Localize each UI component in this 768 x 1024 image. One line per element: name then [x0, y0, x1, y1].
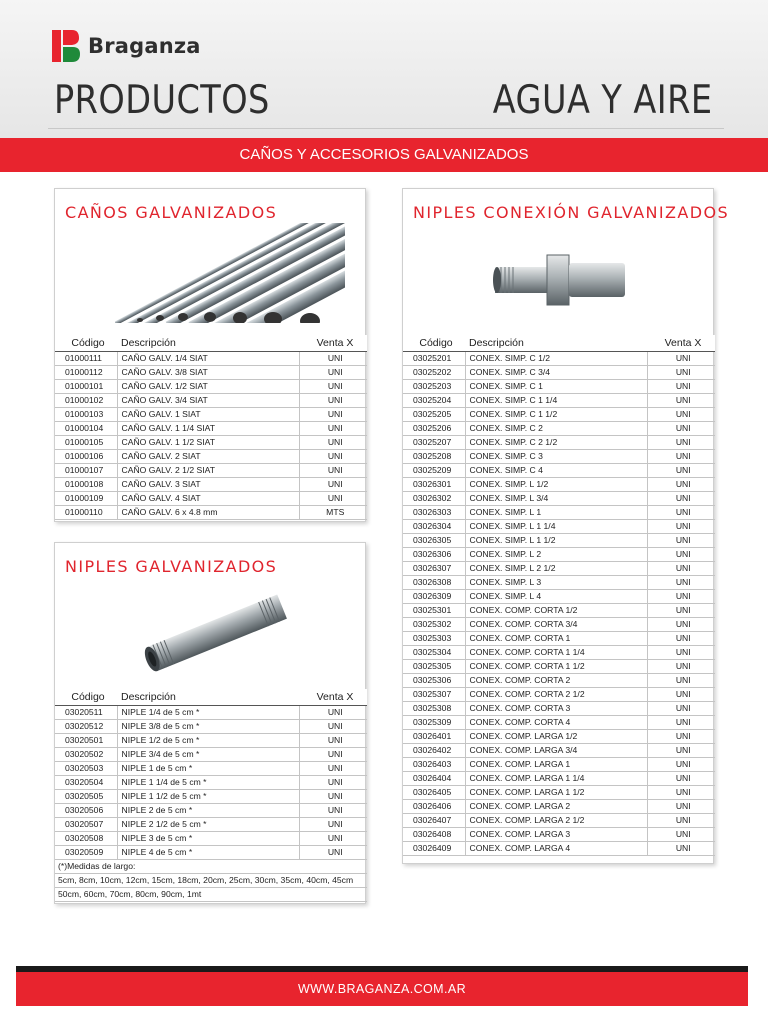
niples-title: NIPLES GALVANIZADOS — [65, 557, 278, 576]
product-description: CONEX. COMP. CORTA 1/2 — [465, 603, 647, 617]
table-row — [403, 743, 715, 757]
sale-unit: UNI — [647, 575, 715, 589]
table-row — [55, 463, 367, 477]
product-code: 03025207 — [403, 435, 465, 449]
product-description: CAÑO GALV. 2 1/2 SIAT — [117, 463, 299, 477]
sale-unit: UNI — [647, 365, 715, 379]
column-header-description: Descripción — [465, 335, 647, 351]
table-row — [403, 631, 715, 645]
product-code: 01000106 — [55, 449, 117, 463]
table-row — [55, 407, 367, 421]
product-code: 03026406 — [403, 799, 465, 813]
table-row — [55, 747, 367, 761]
product-description: CONEX. SIMP. L 3 — [465, 575, 647, 589]
table-row — [403, 589, 715, 603]
product-description: NIPLE 3/4 de 5 cm * — [117, 747, 299, 761]
sale-unit: UNI — [647, 435, 715, 449]
sale-unit: UNI — [299, 831, 367, 845]
product-description: CONEX. COMP. LARGA 1 1/4 — [465, 771, 647, 785]
product-code: 03025209 — [403, 463, 465, 477]
sale-unit: UNI — [299, 775, 367, 789]
table-row — [55, 789, 367, 803]
footer — [16, 972, 748, 1006]
product-description: NIPLE 1 1/2 de 5 cm * — [117, 789, 299, 803]
product-code: 03026307 — [403, 561, 465, 575]
product-code: 01000101 — [55, 379, 117, 393]
note-row — [55, 873, 367, 887]
table-row — [403, 421, 715, 435]
product-code: 03026301 — [403, 477, 465, 491]
table-row — [55, 817, 367, 831]
product-code: 03025203 — [403, 379, 465, 393]
table-row — [403, 547, 715, 561]
sale-unit: UNI — [299, 421, 367, 435]
header-divider — [48, 128, 724, 129]
conexion-table — [403, 335, 715, 856]
table-row — [55, 705, 367, 719]
product-description: CONEX. COMP. CORTA 2 — [465, 673, 647, 687]
product-code: 03026404 — [403, 771, 465, 785]
product-code: 03025301 — [403, 603, 465, 617]
table-row — [55, 365, 367, 379]
product-description: CAÑO GALV. 2 SIAT — [117, 449, 299, 463]
table-row — [403, 659, 715, 673]
sale-unit: UNI — [299, 817, 367, 831]
sale-unit: UNI — [647, 659, 715, 673]
sale-unit: UNI — [647, 393, 715, 407]
product-description: CAÑO GALV. 1 SIAT — [117, 407, 299, 421]
sale-unit: UNI — [647, 603, 715, 617]
product-description: CONEX. COMP. LARGA 2 — [465, 799, 647, 813]
product-description: CONEX. SIMP. C 2 — [465, 421, 647, 435]
table-row — [55, 719, 367, 733]
page-category: AGUA Y AIRE — [492, 78, 712, 123]
sale-unit: UNI — [647, 645, 715, 659]
product-description: CONEX. SIMP. C 1 1/4 — [465, 393, 647, 407]
product-description: NIPLE 2 1/2 de 5 cm * — [117, 817, 299, 831]
product-description: CONEX. SIMP. C 3 — [465, 449, 647, 463]
product-code: 03025206 — [403, 421, 465, 435]
product-code: 03020505 — [55, 789, 117, 803]
sale-unit: UNI — [647, 519, 715, 533]
table-row — [55, 421, 367, 435]
product-description: CONEX. COMP. LARGA 4 — [465, 841, 647, 855]
product-code: 03020507 — [55, 817, 117, 831]
product-code: 03025201 — [403, 351, 465, 365]
column-header-description: Descripción — [117, 335, 299, 351]
product-description: NIPLE 1/2 de 5 cm * — [117, 733, 299, 747]
sale-unit: UNI — [299, 705, 367, 719]
sale-unit: UNI — [647, 463, 715, 477]
product-code: 03020511 — [55, 705, 117, 719]
product-description: CAÑO GALV. 3/4 SIAT — [117, 393, 299, 407]
sale-unit: UNI — [647, 477, 715, 491]
product-description: CONEX. SIMP. L 1 1/4 — [465, 519, 647, 533]
product-code: 03026308 — [403, 575, 465, 589]
website-link[interactable]: WWW.BRAGANZA.COM.AR — [297, 982, 466, 996]
sale-unit: UNI — [647, 379, 715, 393]
sale-unit: UNI — [647, 491, 715, 505]
product-code: 01000110 — [55, 505, 117, 519]
product-code: 01000102 — [55, 393, 117, 407]
product-description: NIPLE 1 de 5 cm * — [117, 761, 299, 775]
product-code: 03026407 — [403, 813, 465, 827]
product-description: NIPLE 3 de 5 cm * — [117, 831, 299, 845]
table-row — [55, 435, 367, 449]
table-row — [403, 519, 715, 533]
table-row — [55, 845, 367, 859]
sale-unit: UNI — [647, 421, 715, 435]
length-note: 5cm, 8cm, 10cm, 12cm, 15cm, 18cm, 20cm, 25cm, 30cm, 35cm, 40cm, 45cm — [55, 873, 367, 887]
product-code: 03025204 — [403, 393, 465, 407]
product-code: 03026304 — [403, 519, 465, 533]
galvanized-nipple-image — [129, 583, 299, 688]
product-description: CONEX. COMP. CORTA 1 — [465, 631, 647, 645]
column-header-code: Código — [403, 335, 465, 351]
table-row — [403, 841, 715, 855]
product-description: NIPLE 4 de 5 cm * — [117, 845, 299, 859]
sale-unit: UNI — [299, 733, 367, 747]
table-row — [55, 477, 367, 491]
sale-unit: UNI — [647, 743, 715, 757]
product-code: 03026405 — [403, 785, 465, 799]
product-description: CONEX. COMP. LARGA 1/2 — [465, 729, 647, 743]
product-code: 03026306 — [403, 547, 465, 561]
product-code: 01000112 — [55, 365, 117, 379]
table-row — [403, 603, 715, 617]
product-description: CONEX. COMP. CORTA 3/4 — [465, 617, 647, 631]
sale-unit: UNI — [647, 813, 715, 827]
product-description: NIPLE 3/8 de 5 cm * — [117, 719, 299, 733]
product-code: 03020501 — [55, 733, 117, 747]
sale-unit: UNI — [299, 803, 367, 817]
table-row — [403, 575, 715, 589]
table-row — [55, 505, 367, 519]
braganza-logo-icon — [52, 30, 80, 62]
sale-unit: UNI — [299, 393, 367, 407]
table-row — [55, 379, 367, 393]
product-description: CONEX. SIMP. L 1 — [465, 505, 647, 519]
column-header-unit: Venta X — [299, 335, 367, 351]
sale-unit: UNI — [647, 673, 715, 687]
product-code: 03025309 — [403, 715, 465, 729]
table-row — [403, 771, 715, 785]
table-row — [55, 449, 367, 463]
product-description: CONEX. SIMP. L 4 — [465, 589, 647, 603]
product-code: 03025208 — [403, 449, 465, 463]
table-row — [55, 733, 367, 747]
table-row — [55, 491, 367, 505]
product-code: 03026305 — [403, 533, 465, 547]
product-code: 03026408 — [403, 827, 465, 841]
product-description: CONEX. COMP. CORTA 1 1/4 — [465, 645, 647, 659]
product-code: 03025303 — [403, 631, 465, 645]
table-row — [55, 351, 367, 365]
table-row — [403, 379, 715, 393]
sale-unit: UNI — [299, 379, 367, 393]
product-code: 01000108 — [55, 477, 117, 491]
section-banner: CAÑOS Y ACCESORIOS GALVANIZADOS — [0, 138, 768, 172]
table-row — [403, 365, 715, 379]
conexion-panel — [402, 188, 730, 864]
sale-unit: UNI — [647, 351, 715, 365]
product-description: CONEX. COMP. CORTA 4 — [465, 715, 647, 729]
product-code: 03026302 — [403, 491, 465, 505]
sale-unit: UNI — [647, 449, 715, 463]
table-row — [403, 393, 715, 407]
product-description: CONEX. SIMP. L 1 1/2 — [465, 533, 647, 547]
product-description: CONEX. COMP. CORTA 1 1/2 — [465, 659, 647, 673]
product-description: CAÑO GALV. 1/2 SIAT — [117, 379, 299, 393]
product-description: CONEX. SIMP. L 2 1/2 — [465, 561, 647, 575]
sale-unit: UNI — [647, 799, 715, 813]
product-description: CONEX. SIMP. C 4 — [465, 463, 647, 477]
product-code: 03025202 — [403, 365, 465, 379]
sale-unit: UNI — [647, 617, 715, 631]
sale-unit: UNI — [647, 841, 715, 855]
product-description: CONEX. SIMP. C 1 — [465, 379, 647, 393]
column-header-unit: Venta X — [299, 689, 367, 705]
product-code: 03020508 — [55, 831, 117, 845]
union-fitting-image — [491, 245, 631, 320]
product-code: 03025307 — [403, 687, 465, 701]
sale-unit: UNI — [299, 477, 367, 491]
sale-unit: UNI — [299, 435, 367, 449]
product-code: 01000107 — [55, 463, 117, 477]
sale-unit: UNI — [299, 365, 367, 379]
column-header-code: Código — [55, 335, 117, 351]
table-row — [403, 477, 715, 491]
table-row — [403, 407, 715, 421]
product-code: 01000109 — [55, 491, 117, 505]
sale-unit: UNI — [647, 631, 715, 645]
table-row — [403, 813, 715, 827]
product-description: NIPLE 2 de 5 cm * — [117, 803, 299, 817]
product-code: 01000105 — [55, 435, 117, 449]
length-note: 50cm, 60cm, 70cm, 80cm, 90cm, 1mt — [55, 887, 367, 901]
galvanized-pipes-image — [115, 223, 345, 328]
product-description: NIPLE 1 1/4 de 5 cm * — [117, 775, 299, 789]
sale-unit: UNI — [647, 547, 715, 561]
table-row — [403, 827, 715, 841]
product-code: 03020503 — [55, 761, 117, 775]
product-description: CAÑO GALV. 4 SIAT — [117, 491, 299, 505]
sale-unit: UNI — [647, 757, 715, 771]
product-code: 03025308 — [403, 701, 465, 715]
sale-unit: UNI — [299, 491, 367, 505]
sale-unit: UNI — [647, 785, 715, 799]
table-row — [403, 715, 715, 729]
canos-table — [55, 335, 367, 520]
niples-table — [55, 689, 367, 902]
sale-unit: UNI — [647, 729, 715, 743]
sale-unit: UNI — [647, 771, 715, 785]
canos-table-body — [55, 351, 367, 519]
table-row — [403, 701, 715, 715]
sale-unit: UNI — [299, 789, 367, 803]
note-row — [55, 887, 367, 901]
note-row — [55, 859, 367, 873]
sale-unit: UNI — [299, 351, 367, 365]
product-code: 03026303 — [403, 505, 465, 519]
sale-unit: UNI — [299, 845, 367, 859]
product-code: 03025305 — [403, 659, 465, 673]
product-description: CAÑO GALV. 1 1/4 SIAT — [117, 421, 299, 435]
product-description: CONEX. COMP. LARGA 2 1/2 — [465, 813, 647, 827]
sale-unit: UNI — [647, 687, 715, 701]
column-header-description: Descripción — [117, 689, 299, 705]
niples-panel — [54, 542, 366, 904]
product-code: 01000104 — [55, 421, 117, 435]
table-row — [403, 435, 715, 449]
product-code: 03025306 — [403, 673, 465, 687]
table-row — [55, 831, 367, 845]
product-code: 03026403 — [403, 757, 465, 771]
product-code: 01000111 — [55, 351, 117, 365]
sale-unit: UNI — [647, 589, 715, 603]
product-code: 03025302 — [403, 617, 465, 631]
product-code: 03020506 — [55, 803, 117, 817]
table-row — [403, 449, 715, 463]
product-code: 03020502 — [55, 747, 117, 761]
product-description: CAÑO GALV. 3 SIAT — [117, 477, 299, 491]
table-row — [55, 761, 367, 775]
product-code: 03020509 — [55, 845, 117, 859]
product-description: CONEX. COMP. LARGA 3/4 — [465, 743, 647, 757]
sale-unit: UNI — [299, 407, 367, 421]
brand-name: Braganza — [88, 34, 201, 58]
conexion-table-body — [403, 351, 715, 855]
table-row — [403, 785, 715, 799]
niples-table-body — [55, 705, 367, 901]
product-description: CONEX. SIMP. L 3/4 — [465, 491, 647, 505]
sale-unit: UNI — [647, 561, 715, 575]
table-row — [55, 775, 367, 789]
product-description: CONEX. COMP. CORTA 3 — [465, 701, 647, 715]
product-description: CONEX. SIMP. L 1/2 — [465, 477, 647, 491]
page-title: PRODUCTOS — [54, 78, 270, 123]
length-note: (*)Medidas de largo: — [55, 859, 367, 873]
product-code: 03026309 — [403, 589, 465, 603]
product-description: CONEX. SIMP. C 3/4 — [465, 365, 647, 379]
sale-unit: UNI — [299, 449, 367, 463]
product-description: CONEX. SIMP. C 2 1/2 — [465, 435, 647, 449]
table-row — [403, 617, 715, 631]
product-code: 03020504 — [55, 775, 117, 789]
product-description: CONEX. SIMP. C 1/2 — [465, 351, 647, 365]
sale-unit: UNI — [647, 701, 715, 715]
table-row — [403, 645, 715, 659]
product-code: 03026409 — [403, 841, 465, 855]
sale-unit: UNI — [299, 747, 367, 761]
table-row — [403, 757, 715, 771]
product-description: CONEX. COMP. LARGA 1 — [465, 757, 647, 771]
sale-unit: UNI — [647, 827, 715, 841]
column-header-code: Código — [55, 689, 117, 705]
table-row — [403, 491, 715, 505]
product-code: 03020512 — [55, 719, 117, 733]
sale-unit: MTS — [299, 505, 367, 519]
table-row — [403, 799, 715, 813]
product-description: CONEX. SIMP. C 1 1/2 — [465, 407, 647, 421]
table-row — [403, 533, 715, 547]
sale-unit: UNI — [647, 407, 715, 421]
sale-unit: UNI — [299, 761, 367, 775]
table-row — [55, 803, 367, 817]
product-description: NIPLE 1/4 de 5 cm * — [117, 705, 299, 719]
conexion-title: NIPLES CONEXIÓN GALVANIZADOS — [413, 203, 730, 222]
table-row — [403, 729, 715, 743]
product-code: 03026401 — [403, 729, 465, 743]
product-description: CONEX. COMP. CORTA 2 1/2 — [465, 687, 647, 701]
table-row — [403, 463, 715, 477]
product-code: 03026402 — [403, 743, 465, 757]
sale-unit: UNI — [647, 715, 715, 729]
product-description: CAÑO GALV. 6 x 4.8 mm — [117, 505, 299, 519]
sale-unit: UNI — [299, 463, 367, 477]
table-row — [403, 561, 715, 575]
canos-panel — [54, 188, 366, 522]
product-code: 01000103 — [55, 407, 117, 421]
table-row — [403, 351, 715, 365]
table-row — [55, 393, 367, 407]
sale-unit: UNI — [647, 533, 715, 547]
product-description: CONEX. COMP. LARGA 3 — [465, 827, 647, 841]
product-description: CAÑO GALV. 1/4 SIAT — [117, 351, 299, 365]
canos-title: CAÑOS GALVANIZADOS — [65, 203, 278, 222]
product-description: CONEX. SIMP. L 2 — [465, 547, 647, 561]
product-description: CONEX. COMP. LARGA 1 1/2 — [465, 785, 647, 799]
table-row — [403, 505, 715, 519]
column-header-unit: Venta X — [647, 335, 715, 351]
sale-unit: UNI — [647, 505, 715, 519]
table-row — [403, 673, 715, 687]
product-description: CAÑO GALV. 3/8 SIAT — [117, 365, 299, 379]
product-code: 03025304 — [403, 645, 465, 659]
product-description: CAÑO GALV. 1 1/2 SIAT — [117, 435, 299, 449]
brand-logo[interactable] — [52, 30, 201, 62]
product-code: 03025205 — [403, 407, 465, 421]
sale-unit: UNI — [299, 719, 367, 733]
table-row — [403, 687, 715, 701]
